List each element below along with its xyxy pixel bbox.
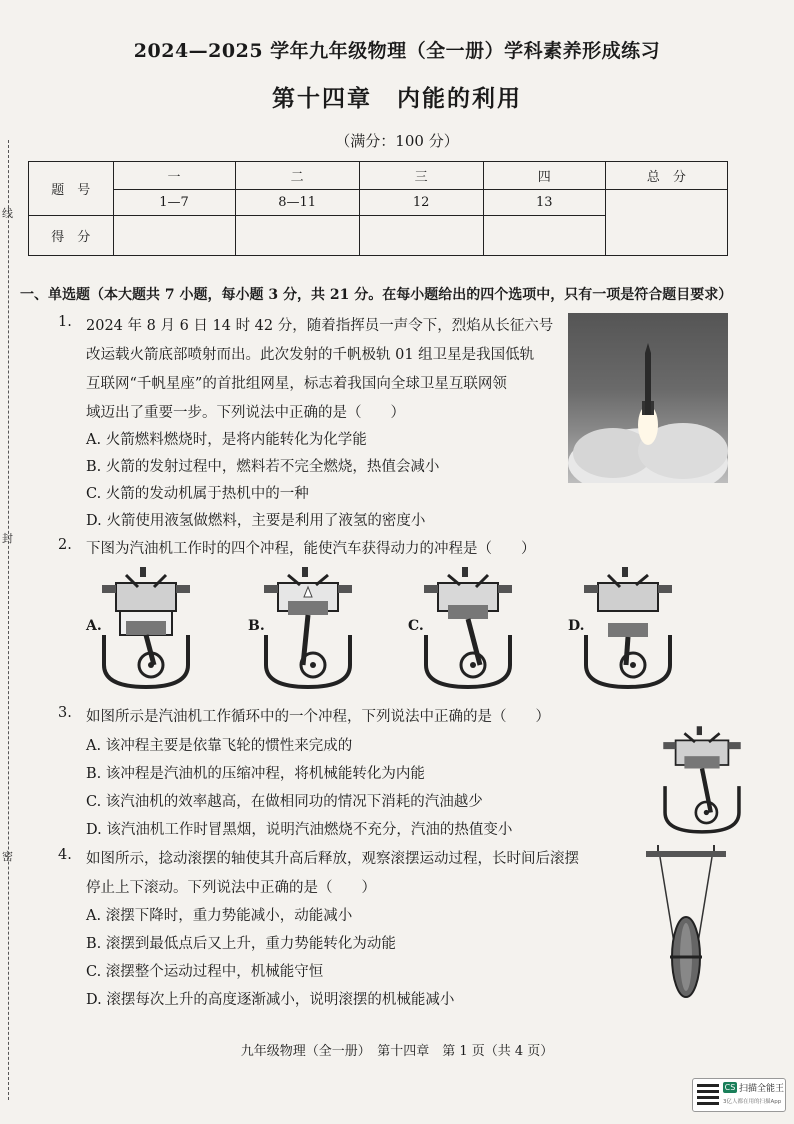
q1-line-1: 2024 年 8 月 6 日 14 时 42 分，随着指挥员一声令下，烈焰从长征六号 [86,318,554,334]
rocket-icon [568,313,728,483]
q2-number: 2. [58,537,72,553]
binding-line [8,140,9,1100]
q1-number: 1. [58,314,72,330]
page-footer: 九年级物理（全一册） 第十四章 第 1 页（共 4 页） [240,1044,554,1059]
full-score-note: （满分：100 分） [335,132,459,150]
section-heading: 一、单选题（本大题共 7 小题，每小题 3 分，共 21 分。在每小题给出的四个选项中，只有一项是符合题目要求） [20,287,733,303]
range-3: 12 [359,190,483,216]
q4-option-c[interactable]: C. 滚摆整个运动过程中，机械能守恒 [86,964,324,980]
q4-line-1: 如图所示，捻动滚摆的轴使其升高后释放，观察滚摆运动过程，长时间后滚摆 [86,851,579,867]
q3-option-c[interactable]: C. 该汽油机的效率越高，在做相同功的情况下消耗的汽油越少 [86,794,483,810]
q1-line-4: 域迈出了重要一步。下列说法中正确的是（ ） [86,405,405,421]
q3-option-d[interactable]: D. 该汽油机工作时冒黑烟，说明汽油燃烧不充分，汽油的热值变小 [86,822,513,838]
score-cell-4[interactable] [483,216,605,256]
q1-option-a[interactable]: A. 火箭燃料燃烧时，是将内能转化为化学能 [86,432,367,448]
q1-option-b[interactable]: B. 火箭的发射过程中，燃料若不完全燃烧，热值会减小 [86,459,440,475]
q2-label-c[interactable]: C. [408,618,424,634]
score-cell-3[interactable] [359,216,483,256]
q4-number: 4. [58,847,72,863]
rocket-launch-photo [568,313,728,483]
engine-diagram-c [418,565,518,690]
engine-diagram-b [258,565,358,690]
maxwell-pendulum-diagram [646,845,726,1005]
q4-option-d[interactable]: D. 滚摆每次上升的高度逐渐减小，说明滚摆的机械能减小 [86,992,455,1008]
q3-option-b[interactable]: B. 该冲程是汽油机的压缩冲程，将机械能转化为内能 [86,766,425,782]
q2-stem: 下图为汽油机工作时的四个冲程，能使汽车获得动力的冲程是（ ） [86,541,536,557]
cs-logo-icon: CS [724,1083,736,1092]
section-1-header: 一 [113,162,235,190]
q1-line-3: 互联网“千帆星座”的首批组网星，标志着我国向全球卫星互联网领 [86,376,507,392]
q1-option-c[interactable]: C. 火箭的发动机属于热机中的一种 [86,486,309,502]
q3-engine-diagram [658,722,746,837]
q4-option-b[interactable]: B. 滚摆到最低点后又上升，重力势能转化为动能 [86,936,396,952]
q3-number: 3. [58,705,72,721]
range-2: 8—11 [235,190,359,216]
q4-option-a[interactable]: A. 滚摆下降时，重力势能减小，动能减小 [86,908,353,924]
section-4-header: 四 [483,162,605,190]
q1-option-d[interactable]: D. 火箭使用液氢做燃料，主要是利用了液氢的密度小 [86,513,426,529]
margin-char-feng: 封 [2,532,13,545]
margin-char-mi: 密 [2,850,13,863]
q3-option-a[interactable]: A. 该冲程主要是依靠飞轮的惯性来完成的 [86,738,353,754]
q1-line-2: 改运载火箭底部喷射而出。此次发射的千帆极轨 01 组卫星是我国低轨 [86,347,535,363]
chapter-title: 第十四章 内能的利用 [272,85,522,112]
q3-stem: 如图所示是汽油机工作循环中的一个冲程，下列说法中正确的是（ ） [86,709,550,725]
section-2-header: 二 [235,162,359,190]
camscanner-badge [692,1078,786,1112]
total-score-cell[interactable] [605,190,727,256]
total-label: 总 分 [605,162,727,190]
range-1: 1—7 [113,190,235,216]
score-table [28,161,728,256]
q2-label-b[interactable]: B. [248,618,265,634]
q2-label-d[interactable]: D. [568,618,585,634]
qr-code-icon [697,1083,719,1105]
margin-char-xian: 线 [2,207,13,220]
q4-line-2: 停止上下滚动。下列说法中正确的是（ ） [86,880,376,896]
score-cell-1[interactable] [113,216,235,256]
exam-title: 2024—2025 学年九年级物理（全一册）学科素养形成练习 [133,40,661,62]
section-3-header: 三 [359,162,483,190]
engine-diagram-d [578,565,678,690]
scanner-brand: 扫描全能王 [739,1084,785,1094]
scanner-subtitle: 3亿人都在用的扫描App [723,1099,782,1105]
score-label: 得 分 [29,216,114,256]
qnum-label: 题 号 [29,162,114,216]
score-cell-2[interactable] [235,216,359,256]
q2-label-a[interactable]: A. [86,618,102,634]
engine-diagram-a [96,565,196,690]
range-4: 13 [483,190,605,216]
